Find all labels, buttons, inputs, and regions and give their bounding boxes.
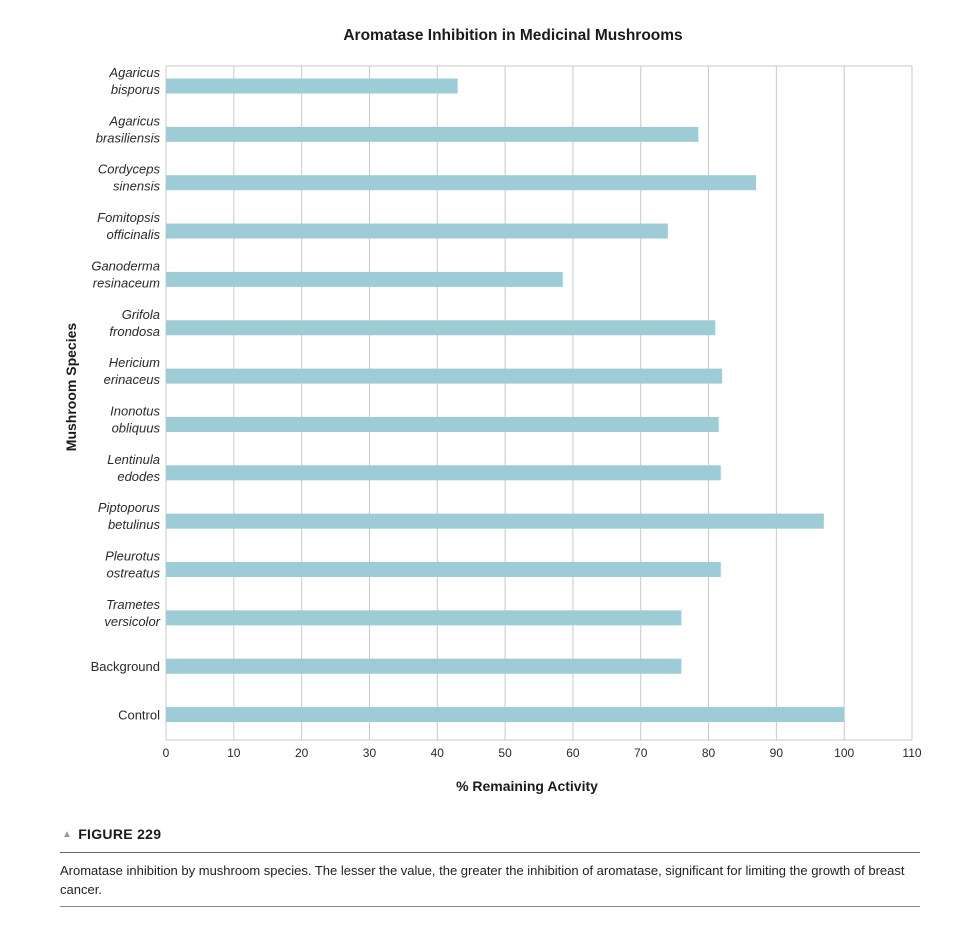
chart-title: Aromatase Inhibition in Medicinal Mushrooms — [343, 27, 683, 44]
category-label-fomitopsis-officinalis-line2: officinalis — [106, 227, 160, 243]
bar-grifola-frondosa — [166, 320, 715, 335]
category-label-grifola-frondosa-line1: Grifola — [121, 306, 160, 322]
category-label-inonotus-obliquus-line1: Inonotus — [110, 403, 160, 419]
x-tick-0: 0 — [162, 746, 170, 760]
category-label-inonotus-obliquus-line2: obliquus — [111, 420, 160, 436]
caption-bottom-rule — [60, 906, 920, 907]
category-label-pleurotus-ostreatus-line2: ostreatus — [106, 565, 160, 581]
category-label-agaricus-bisporus-line1: Agaricus — [109, 65, 160, 80]
x-tick-90: 90 — [769, 746, 784, 760]
category-label-grifola-frondosa-line2: frondosa — [109, 323, 160, 339]
x-tick-30: 30 — [362, 746, 377, 760]
gridlines — [166, 66, 912, 740]
bar-background — [166, 659, 681, 674]
category-label-hericium-erinaceus-line2: erinaceus — [103, 372, 160, 388]
x-tick-10: 10 — [227, 746, 241, 760]
x-tick-40: 40 — [430, 746, 444, 760]
bar-ganoderma-resinaceum — [166, 272, 563, 287]
category-label-piptoporus-betulinus-line1: Piptoporus — [97, 500, 160, 516]
bar-inonotus-obliquus — [166, 417, 719, 432]
category-label-cordyceps-sinensis-line1: Cordyceps — [97, 161, 160, 177]
category-label-lentinula-edodes-line2: edodes — [117, 468, 160, 484]
bar-agaricus-bisporus — [166, 79, 458, 94]
y-axis-title: Mushroom Species — [63, 322, 79, 452]
category-label-trametes-versicolor-line1: Trametes — [106, 596, 160, 612]
category-label-ganoderma-resinaceum-line2: resinaceum — [92, 275, 160, 291]
figure-caption-text: Aromatase inhibition by mushroom species. The lesser the value, the greater the inhibition of aromatase, significant for limiting the growth of breast cancer. — [60, 863, 905, 897]
bar-fomitopsis-officinalis — [166, 224, 668, 239]
bar-hericium-erinaceus — [166, 369, 722, 384]
category-label-agaricus-brasiliensis-line1: Agaricus — [109, 113, 160, 129]
category-label-background: Background — [90, 659, 160, 675]
figure-label — [62, 826, 920, 842]
category-label-control: Control — [118, 707, 160, 723]
category-label-ganoderma-resinaceum-line1: Ganoderma — [91, 258, 160, 274]
x-tick-60: 60 — [566, 746, 580, 760]
bar-control — [166, 707, 844, 722]
x-tick-100: 100 — [834, 746, 855, 760]
x-tick-80: 80 — [701, 746, 716, 760]
x-tick-50: 50 — [498, 746, 512, 760]
figure-caption-block — [60, 826, 920, 907]
category-labels — [91, 65, 161, 723]
bar-cordyceps-sinensis — [166, 175, 756, 190]
bar-pleurotus-ostreatus — [166, 562, 721, 577]
category-label-cordyceps-sinensis-line2: sinensis — [113, 178, 160, 194]
x-tick-70: 70 — [634, 746, 648, 760]
category-label-agaricus-brasiliensis-line2: brasiliensis — [95, 130, 160, 146]
x-tick-110: 110 — [902, 746, 922, 760]
category-label-pleurotus-ostreatus-line1: Pleurotus — [105, 548, 160, 564]
category-label-trametes-versicolor-line2: versicolor — [104, 613, 160, 629]
bar-lentinula-edodes — [166, 465, 721, 480]
category-label-lentinula-edodes-line1: Lentinula — [107, 451, 160, 467]
x-axis-title: % Remaining Activity — [456, 778, 598, 794]
x-tick-20: 20 — [294, 746, 309, 760]
category-label-fomitopsis-officinalis-line1: Fomitopsis — [97, 210, 160, 226]
figure-number: FIGURE 229 — [78, 826, 162, 842]
triangle-icon: ▲ — [62, 828, 73, 840]
category-label-piptoporus-betulinus-line2: betulinus — [107, 517, 160, 533]
category-label-hericium-erinaceus-line1: Hericium — [108, 355, 160, 371]
bar-agaricus-brasiliensis — [166, 127, 698, 142]
bar-trametes-versicolor — [166, 610, 681, 625]
category-label-agaricus-bisporus-line2: bisporus — [110, 82, 160, 97]
x-tick-labels — [163, 746, 922, 760]
bar-piptoporus-betulinus — [166, 514, 824, 529]
